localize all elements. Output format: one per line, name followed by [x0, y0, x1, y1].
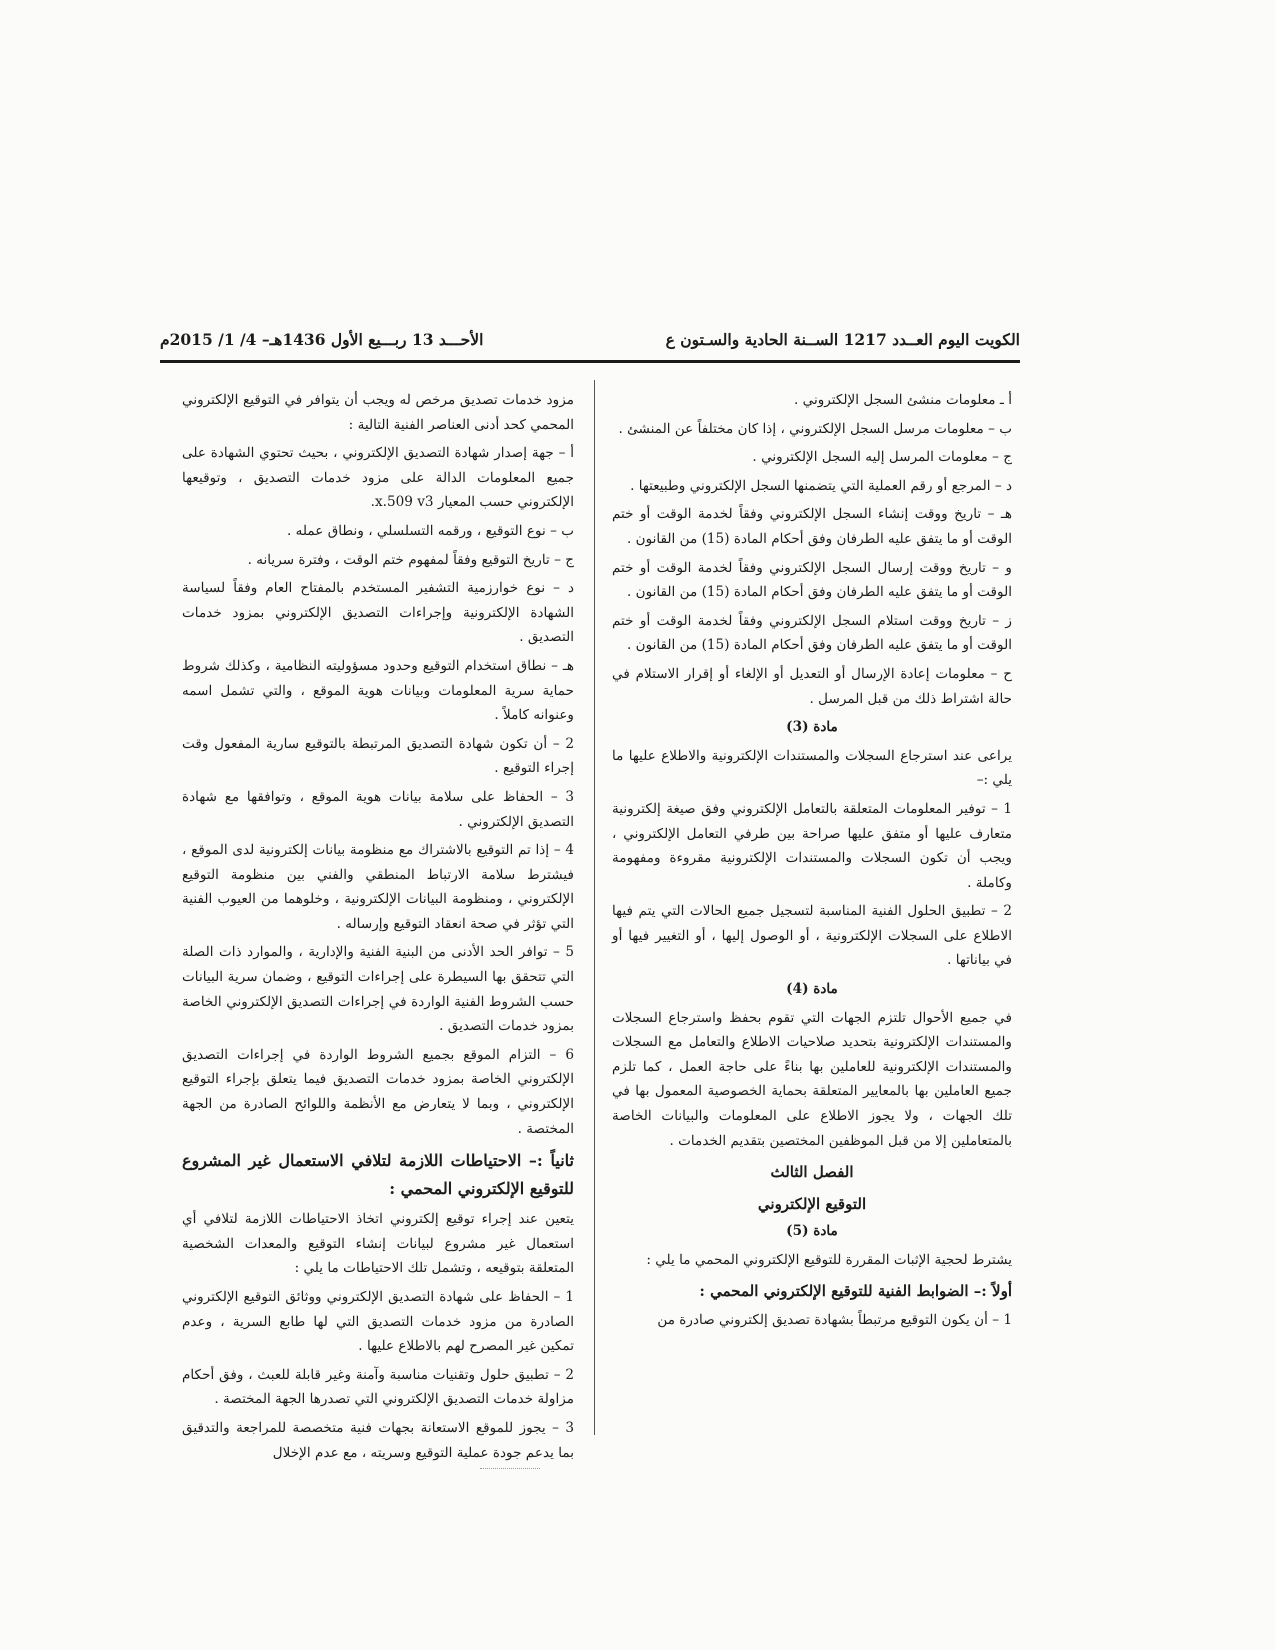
paragraph: 2 – تطبيق الحلول الفنية المناسبة لتسجيل جميع الحالات التي يتم فيها الاطلاع على السجلات الإلكترونية ، أو الوصول إليها ، أو التغيير فيها أو في بياناتها .	[612, 903, 1012, 969]
paragraph: د – المرجع أو رقم العملية التي يتضمنها السجل الإلكتروني وطبيعتها .	[630, 477, 1012, 494]
paragraph: مزود خدمات تصديق مرخص له ويجب أن يتوافر في التوقيع الإلكتروني المحمي كحد أدنى العناصر الفنية التالية :	[182, 392, 574, 433]
header-gazette-issue: الكويت اليوم العــدد 1217 الســنة الحادية والسـتون ع	[665, 330, 1020, 349]
paragraph: ح – معلومات إعادة الإرسال أو التعديل أو الإلغاء أو إقرار الاستلام في حالة اشتراط ذلك من قبل المرسل .	[612, 665, 1012, 707]
paragraph: ج – معلومات المرسل إليه السجل الإلكتروني .	[752, 449, 1012, 466]
paragraph: ج – تاريخ التوقيع وفقاً لمفهوم ختم الوقت ، وفترة سريانه .	[247, 551, 574, 568]
paragraph: أ ـ معلومات منشئ السجل الإلكتروني .	[793, 392, 1012, 408]
paragraph: د – نوع خوارزمية التشفير المستخدم بالمفتاح العام وفقاً لسياسة الشهادة الإلكترونية وإجراءات التصديق الإلكتروني بمزود خدمات التصديق .	[182, 580, 574, 646]
chapter-title: التوقيع الإلكتروني	[757, 1195, 867, 1214]
paragraph: ز – تاريخ ووقت استلام السجل الإلكتروني وفقاً لخدمة الوقت أو ختم الوقت أو ما يتفق عليه الطرفان وفق أحكام المادة (15) من القانون .	[612, 612, 1012, 654]
column-divider	[594, 380, 595, 1435]
header-rule	[160, 360, 1020, 363]
section-heading: ثانياً :– الاحتياطات اللازمة لتلافي الاستعمال غير المشروع للتوقيع الإلكتروني المحمي :	[182, 1151, 574, 1199]
paragraph: أ – جهة إصدار شهادة التصديق الإلكتروني ، بحيث تحتوي الشهادة على جميع المعلومات الدالة على مزود خدمات التصديق ، وتوقيعها الإلكتروني حسب المعيار x.509 v3.	[182, 445, 574, 511]
paragraph: يشترط لحجية الإثبات المقررة للتوقيع الإلكتروني المحمي ما يلي :	[646, 1251, 1012, 1268]
paragraph: يراعى عند استرجاع السجلات والمستندات الإلكترونية والاطلاع عليها ما يلي :–	[612, 747, 1012, 789]
paragraph: 3 – الحفاظ على سلامة بيانات هوية الموقع ، وتوافقها مع شهادة التصديق الإلكتروني .	[182, 788, 574, 830]
paragraph: 4 – إذا تم التوقيع بالاشتراك مع منظومة بيانات إلكترونية لدى الموقع ، فيشترط سلامة الارتباط المنطقي والفني بين منظومة التوقيع الإلكتروني ، ومنظومة البيانات الإلكترونية ، وخلوهما من العيوب الفنية التي تؤثر في صحة انعقاد التوقيع وإرساله .	[182, 842, 574, 932]
paragraph: و – تاريخ ووقت إرسال السجل الإلكتروني وفقاً لخدمة الوقت أو ختم الوقت أو ما يتفق عليه الطرفان وفق أحكام المادة (15) من القانون .	[612, 559, 1012, 601]
paragraph: 1 – الحفاظ على شهادة التصديق الإلكتروني ووثائق التوقيع الإلكتروني الصادرة من مزود خدمات التصديق التي لها طابع السرية ، وعدم تمكين غير المصرح لهم بالاطلاع عليها .	[182, 1289, 574, 1355]
article-heading: مادة (3)	[786, 719, 838, 736]
section-heading: أولاً :– الضوابط الفنية للتوقيع الإلكتروني المحمي :	[699, 1282, 1012, 1301]
paragraph: ب – نوع التوقيع ، ورقمه التسلسلي ، ونطاق عمله .	[286, 522, 574, 539]
paragraph: ب – معلومات مرسل السجل الإلكتروني ، إذا كان مختلفاً عن المنشئ .	[618, 420, 1012, 437]
paragraph: 2 – تطبيق حلول وتقنيات مناسبة وآمنة وغير قابلة للعبث ، وفق أحكام مزاولة خدمات التصديق الإلكتروني التي تصدرها الجهة المختصة .	[182, 1366, 574, 1408]
paragraph: هـ – تاريخ ووقت إنشاء السجل الإلكتروني وفقاً لخدمة الوقت أو ختم الوقت أو ما يتفق عليه الطرفان وفق أحكام المادة (15) من القانون .	[612, 506, 1012, 547]
paragraph: 1 – توفير المعلومات المتعلقة بالتعامل الإلكتروني وفق صيغة إلكترونية متعارف عليها أو متفق عليها صراحة بين طرفي التعامل الإلكتروني ، ويجب أن تكون السجلات والمستندات الإلكترونية مقروءة ومفهومة وكاملة .	[612, 800, 1012, 891]
paragraph: يتعين عند إجراء توقيع إلكتروني اتخاذ الاحتياطات اللازمة لتلافي أي استعمال غير مشروع لبيانات إنشاء التوقيع والمعدات الشخصية المتعلقة بتوقيعه ، وتشمل تلك الاحتياطات ما يلي :	[182, 1211, 574, 1277]
paragraph: 5 – توافر الحد الأدنى من البنية الفنية والإدارية ، والموارد ذات الصلة التي تتحقق بها السيطرة على إجراءات التوقيع ، وضمان سرية البيانات حسب الشروط الفنية الواردة في إجراءات التصديق الإلكتروني الخاصة بمزود خدمات التصديق .	[182, 944, 574, 1035]
article-heading: مادة (4)	[786, 981, 838, 998]
paragraph: 6 – التزام الموقع بجميع الشروط الواردة في إجراءات التصديق الإلكتروني الخاصة بمزود خدمات التصديق فيما يتعلق بإجراء التوقيع الإلكتروني ، وبما لا يتعارض مع الأنظمة واللوائح الصادرة من الجهة المختصة .	[182, 1046, 574, 1137]
paragraph: في جميع الأحوال تلتزم الجهات التي تقوم بحفظ واسترجاع السجلات والمستندات الإلكترونية بتحديد صلاحيات الاطلاع والتعامل مع السجلات والمستندات الإلكترونية للعاملين بها بناءً على حاجة العمل ، كما تلزم جميع العاملين بها بالمعايير المتعلقة بحماية الخصوصية المعمول بها في تلك الجهات ، ولا يجوز الاطلاع على المعلومات والبيانات الخاصة بالمتعاملين إلا من قبل الموظفين المختصين بتقديم الخدمات .	[612, 1009, 1012, 1149]
paragraph: هـ – نطاق استخدام التوقيع وحدود مسؤوليته النظامية ، وكذلك شروط حماية سرية المعلومات وبيانات هوية الموقع ، والتي تشمل اسمه وعنوانه كاملاً .	[182, 657, 574, 724]
header-date: الأحـــد 13 ربـــيع الأول 1436هـ– 4/ 1/ 2015م	[160, 330, 484, 349]
paragraph: 1 – أن يكون التوقيع مرتبطاً بشهادة تصديق إلكتروني صادرة من	[657, 1312, 1012, 1329]
page-header	[160, 330, 1020, 356]
left-column	[182, 388, 574, 1469]
scan-artifact	[480, 1468, 540, 1473]
paragraph: 2 – أن تكون شهادة التصديق المرتبطة بالتوقيع سارية المفعول وقت إجراء التوقيع .	[182, 735, 574, 777]
chapter-heading: الفصل الثالث	[770, 1163, 854, 1182]
paragraph: 3 – يجوز للموقع الاستعانة بجهات فنية متخصصة للمراجعة والتدقيق بما يدعم جودة عملية التوقيع وسريته ، مع عدم الإخلال	[182, 1419, 574, 1461]
article-heading: مادة (5)	[786, 1223, 838, 1240]
right-column	[612, 388, 1012, 1337]
